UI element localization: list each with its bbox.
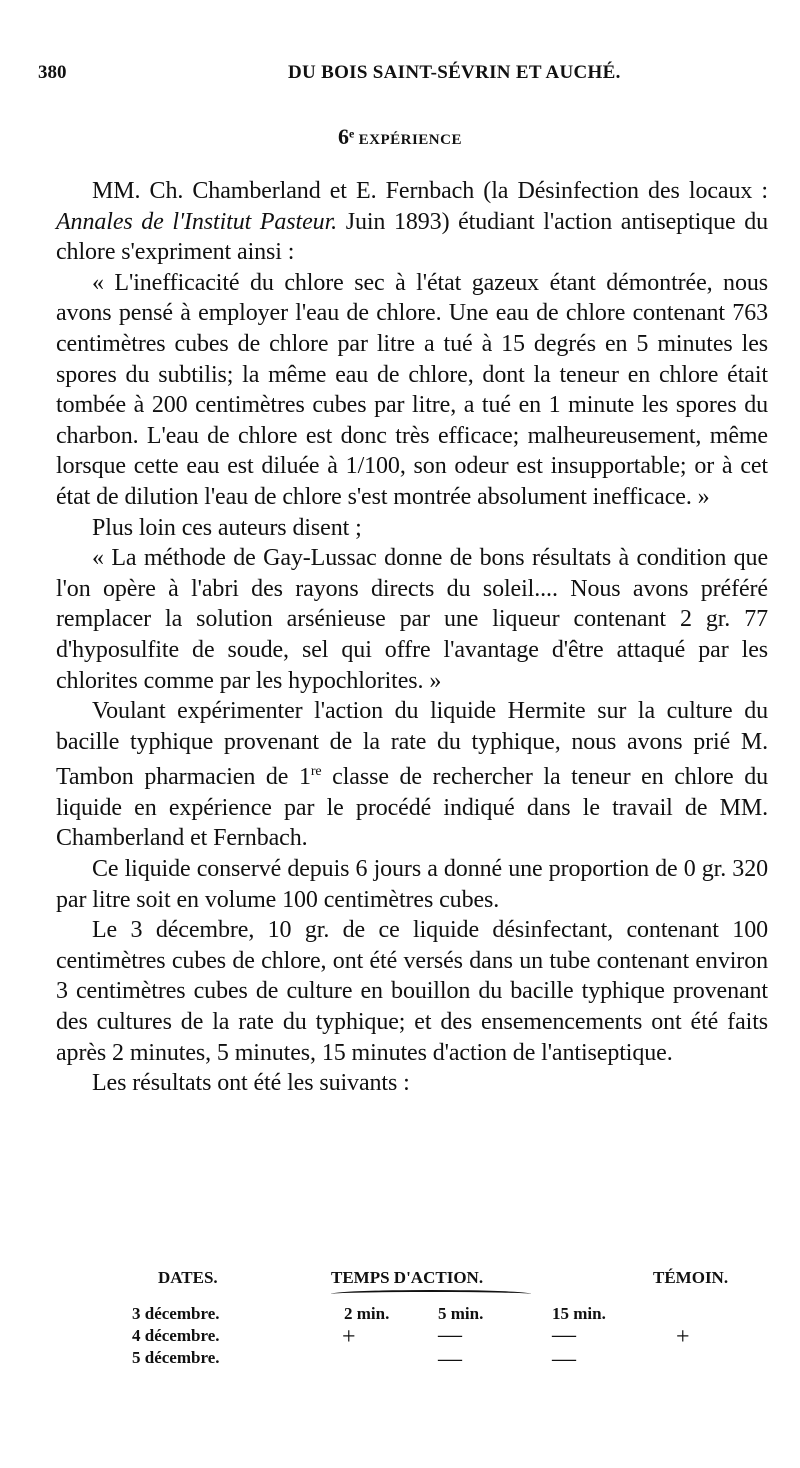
row2-temoin: + <box>676 1324 690 1350</box>
paragraph-8: Les résultats ont été les suivants : <box>92 1070 410 1097</box>
row3-5min: — <box>438 1346 462 1372</box>
results-table <box>56 1268 768 1398</box>
class-ordinal: re <box>310 764 322 780</box>
paragraph-5 <box>56 696 768 854</box>
row2-2min: + <box>342 1324 356 1350</box>
paragraph-1-start: MM. Ch. Chamberland et E. Fernbach (la Désinfection des locaux : <box>92 178 768 204</box>
header-dates: DATES. <box>158 1268 218 1287</box>
section-title-text: EXPÉRIENCE <box>358 132 462 148</box>
page-number: 380 <box>38 62 67 83</box>
subheader-15min: 15 min. <box>552 1304 606 1323</box>
paragraph-1 <box>56 176 768 268</box>
subheader-2min: 2 min. <box>344 1304 390 1323</box>
row-date-3: 5 décembre. <box>132 1348 220 1367</box>
paragraph-4: « La méthode de Gay-Lussac donne de bons résultats à condition que l'on opère à l'abri des rayons directs du soleil.... Nous avons préféré remplacer la solution arsénieuse par une liqueur contenant 2 gr. 77 d'hyposulfite de soude, sel qui offre l'avantage d'être attaqué par les chlorites comme par les hypochlorites. » <box>56 545 768 694</box>
journal-title: Annales de l'Institut Pasteur. <box>56 208 338 235</box>
row3-15min: — <box>552 1346 576 1372</box>
row-date-2: 4 décembre. <box>132 1326 220 1345</box>
row-date-1: 3 décembre. <box>132 1304 220 1323</box>
section-title <box>0 124 800 150</box>
paragraph-5-end: classe de rechercher la teneur en chlore du liquide en expérience par le procédé indiqué dans le travail de MM. Chamberland et Fernbach. <box>56 764 768 852</box>
paragraph-6: Ce liquide conservé depuis 6 jours a donné une proportion de 0 gr. 320 par litre soit en volume 100 centimètres cubes. <box>56 856 768 913</box>
paragraph-5-start: Voulant expérimenter l'action du liquide Hermite sur la culture du bacille typhique provenant de la rate du typhique, nous avons prié M. Tambon pharmacien de 1 <box>56 698 768 791</box>
row2-15min: — <box>552 1322 576 1348</box>
header-temps: TEMPS D'ACTION. <box>331 1268 484 1287</box>
paragraph-1-end: Juin 1893) étudiant l'action antiseptique du chlore s'expriment ainsi : <box>56 208 768 266</box>
paragraph-7: Le 3 décembre, 10 gr. de ce liquide désinfectant, contenant 100 centimètres cubes de chlore, ont été versés dans un tube contenant environ 3 centimètres cubes de culture en bouillon du bacille typhique provenant des cultures de la rate du typhique; et des ensemencements ont été faits après 2 minutes, 5 minutes, 15 minutes d'action de l'antiseptique. <box>56 917 768 1066</box>
paragraph-2: « L'inefficacité du chlore sec à l'état gazeux étant démontrée, nous avons pensé à employer l'eau de chlore. Une eau de chlore contenant 763 centimètres cubes de chlore par litre a tué à 15 degrés en 5 minutes les spores du subtilis; la même eau de chlore, dont la teneur en chlore était tombée à 200 centimètres cubes par litre, a tué en 1 minute les spores du charbon. L'eau de chlore est donc très efficace; malheureusement, même lorsque cette eau est diluée à 1/100, son odeur est insupportable; or à cet état de dilution l'eau de chlore s'est montrée absolument inefficace. » <box>56 269 768 510</box>
paragraph-3: Plus loin ces auteurs disent ; <box>92 514 362 541</box>
section-number: 6 <box>338 124 350 149</box>
subheader-5min: 5 min. <box>438 1304 484 1323</box>
header-brace <box>331 1290 531 1298</box>
header-temoin: TÉMOIN. <box>653 1268 729 1287</box>
page-header <box>36 62 770 90</box>
body-text <box>56 176 768 1099</box>
row2-5min: — <box>438 1322 462 1348</box>
section-number-suffix: e <box>349 126 355 141</box>
running-head: DU BOIS SAINT-SÉVRIN ET AUCHÉ. <box>288 62 621 83</box>
